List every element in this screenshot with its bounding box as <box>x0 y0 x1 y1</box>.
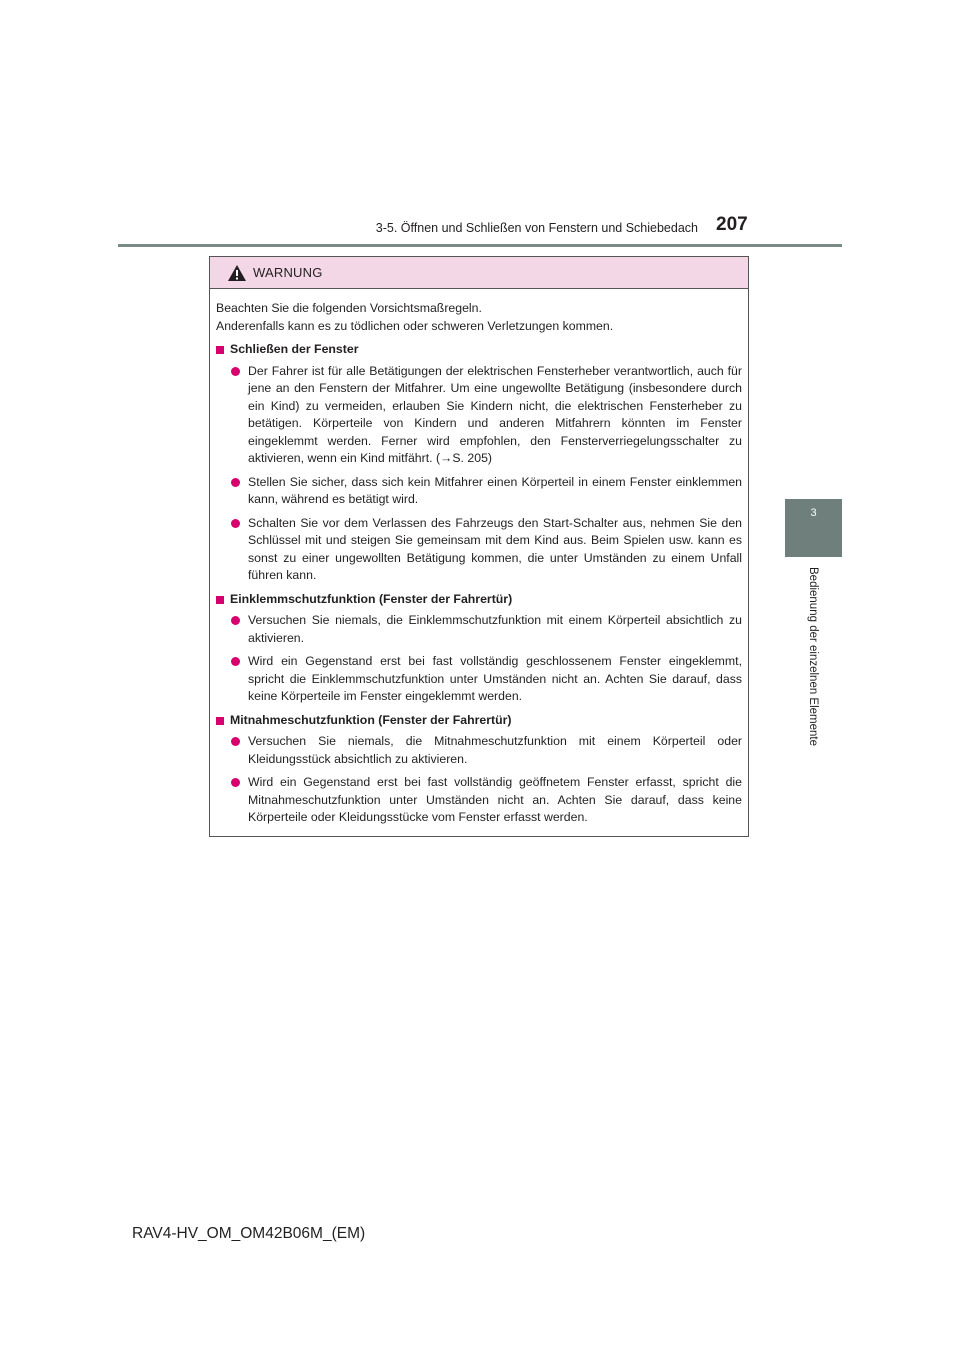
circle-bullet-icon <box>231 778 240 787</box>
chapter-number: 3 <box>810 507 817 519</box>
list-item-text: Schalten Sie vor dem Verlassen des Fahrzeugs den Start-Schalter aus, nehmen Sie den Schlüssel mit und steigen Sie gemeinsam mit dem Kind aus. Beim Spielen usw. kann es sonst zu einer ungewollten Betätigung kommen, die unter Umständen zu einem Unfall führen kann. <box>248 515 742 582</box>
list-item <box>231 474 742 509</box>
section-catch-protection <box>216 712 742 827</box>
list-item <box>231 612 742 647</box>
list-item <box>231 653 742 706</box>
section-heading <box>216 341 742 359</box>
chapter-label-text: Bedienung der einzelnen Elemente <box>807 567 819 747</box>
warning-heading: WARNUNG <box>253 265 323 280</box>
circle-bullet-icon <box>231 657 240 666</box>
square-bullet-icon <box>216 717 224 725</box>
list-item-text: Wird ein Gegenstand erst bei fast vollständig geschlossenem Fenster eingeklemmt, spricht die Einklemmschutzfunktion unter Umständen nicht an. Achten Sie darauf, dass keine Körperteile im Fenster eingeklemmt werden. <box>248 654 742 703</box>
section-heading-text: Mitnahmeschutzfunktion (Fenster der Fahrertür) <box>230 712 512 727</box>
circle-bullet-icon <box>231 367 240 376</box>
warning-intro <box>216 300 742 335</box>
list-item <box>231 515 742 585</box>
list-item <box>231 774 742 827</box>
section-heading <box>216 591 742 609</box>
section-jam-protection <box>216 591 742 706</box>
circle-bullet-icon <box>231 737 240 746</box>
warning-header <box>210 257 748 289</box>
list-item-text: Stellen Sie sicher, dass sich kein Mitfahrer einen Körperteil in einem Fenster einklemmen kann, während es betätigt wird. <box>248 474 742 506</box>
warning-triangle-icon <box>227 264 247 282</box>
list-item-text: Der Fahrer ist für alle Betätigungen der elektrischen Fensterheber verantwortlich, auch für jene an den Fenstern der Mitfahrer. Um eine ungewollte Betätigung (insbesondere durch ein Kind) zu vermeiden, erlauben Sie Kindern nicht, die elektrischen Fensterheber zu betätigen. Körperteile von Kindern und anderen Mitfahrern könnten im Fenster eingeklemmt werden. Ferner wird empfohlen, den Fensterverriegelungsschalter zu aktivieren, wenn ein Kind mitfährt. (→S. 205) <box>248 363 742 465</box>
chapter-tab[interactable] <box>785 499 842 557</box>
intro-line: Anderenfalls kann es zu tödlichen oder schweren Verletzungen kommen. <box>216 318 614 333</box>
intro-line: Beachten Sie die folgenden Vorsichtsmaßregeln. <box>216 301 482 315</box>
list-item <box>231 363 742 468</box>
circle-bullet-icon <box>231 616 240 625</box>
section-closing-windows <box>216 341 742 585</box>
header-divider <box>118 244 842 247</box>
warning-body <box>210 289 748 827</box>
manual-code: RAV4-HV_OM_OM42B06M_(EM) <box>132 1225 366 1242</box>
list-item-text: Versuchen Sie niemals, die Mitnahmeschutzfunktion mit einem Körperteil oder Kleidungsstück absichtlich zu aktivieren. <box>248 734 742 766</box>
square-bullet-icon <box>216 346 224 354</box>
page-number: 207 <box>716 214 748 235</box>
warning-box <box>209 256 749 837</box>
section-heading-text: Schließen der Fenster <box>230 342 359 356</box>
chapter-label <box>805 567 821 767</box>
list-item-text: Versuchen Sie niemals, die Einklemmschutzfunktion mit einem Körperteil absichtlich zu aktivieren. <box>248 613 742 645</box>
section-heading-text: Einklemmschutzfunktion (Fenster der Fahrertür) <box>230 591 513 606</box>
section-title: 3-5. Öffnen und Schließen von Fenstern und Schiebedach <box>375 221 698 235</box>
section-heading <box>216 712 742 730</box>
square-bullet-icon <box>216 596 224 604</box>
circle-bullet-icon <box>231 478 240 487</box>
list-item-text: Wird ein Gegenstand erst bei fast vollständig geöffnetem Fenster erfasst, spricht die Mitnahmeschutzfunktion unter Umständen nicht an. Achten Sie darauf, dass keine Körperteile oder Kleidungsstücke vom Fenster erfasst werden. <box>248 775 742 824</box>
list-item <box>231 733 742 768</box>
circle-bullet-icon <box>231 519 240 528</box>
